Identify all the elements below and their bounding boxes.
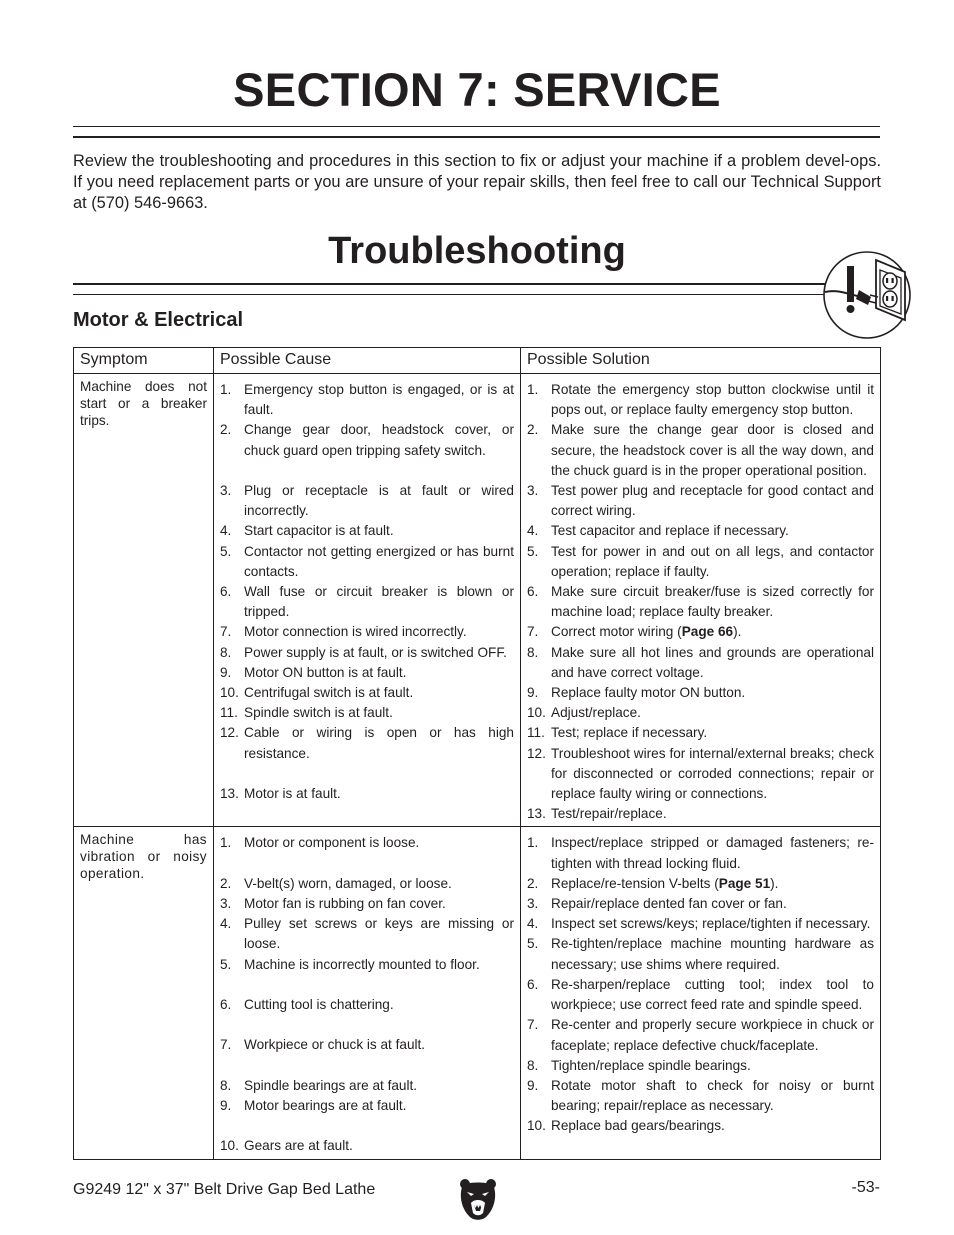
section-title: SECTION 7: SERVICE	[233, 63, 721, 116]
list-item: 10. Adjust/replace.	[527, 705, 641, 721]
cause-cell	[214, 827, 521, 1159]
column-header-symptom: Symptom	[74, 348, 214, 374]
symptom-cell: Machine does not start or a breaker trips.	[74, 374, 214, 827]
list-item: 3. Repair/replace dented fan cover or fan.	[527, 896, 787, 912]
page-reference: Page 51	[718, 875, 771, 891]
list-item: 4. Test capacitor and replace if necessary.	[527, 523, 789, 539]
list-item: 5. Test for power in and out on all legs, and contactor operation; replace if faulty.	[527, 543, 874, 579]
list-item: 10. Centrifugal switch is at fault.	[220, 685, 414, 701]
page-reference: Page 66	[681, 624, 734, 640]
page-number: -53-	[851, 1179, 880, 1196]
column-header-possible-solution: Possible Solution	[521, 348, 881, 374]
list-item: 11. Spindle switch is at fault.	[220, 705, 393, 721]
list-item: 6. Wall fuse or circuit breaker is blown or tripped.	[220, 584, 514, 620]
list-item: 7. Motor connection is wired incorrectly.	[220, 624, 467, 640]
list-item: 5. Re-tighten/replace machine mounting hardware as necessary; use shims where required.	[527, 936, 874, 972]
list-item: 9. Rotate motor shaft to check for noisy or burnt bearing; repair/replace as necessary.	[527, 1077, 874, 1114]
list-item: 10. Gears are at fault.	[220, 1138, 353, 1154]
solution-cell	[521, 827, 881, 1159]
troubleshooting-title: Troubleshooting	[328, 230, 626, 272]
troubleshooting-rule-top	[73, 283, 830, 285]
list-item: 11. Test; replace if necessary.	[527, 725, 708, 741]
troubleshooting-rule-bottom	[73, 294, 830, 295]
list-item: 6. Cutting tool is chattering.	[220, 997, 394, 1013]
table-row	[74, 374, 881, 827]
list-item: 8. Power supply is at fault, or is switched OFF.	[220, 644, 507, 660]
list-item: 7. Re-center and properly secure workpiece in chuck or faceplate; replace defective chuck/faceplate.	[527, 1017, 874, 1053]
list-item: 5. Contactor not getting energized or has burnt contacts.	[220, 543, 514, 579]
list-item: 1. Rotate the emergency stop button clockwise until it pops out, or replace faulty emergency stop button.	[527, 382, 874, 418]
solution-cell	[521, 374, 881, 827]
list-item: 10. Replace bad gears/bearings.	[527, 1118, 725, 1134]
footer-model: G9249 12" x 37" Belt Drive Gap Bed Lathe	[73, 1181, 376, 1198]
list-item: 2. Make sure the change gear door is closed and secure, the headstock cover is all the way down, and the chuck guard is in the proper operational position.	[527, 422, 874, 478]
list-item: 1. Motor or component is loose.	[220, 835, 420, 851]
list-item: 12. Cable or wiring is open or has high resistance.	[220, 725, 514, 761]
list-item: 4. Pulley set screws or keys are missing or loose.	[220, 916, 514, 952]
list-item: 1. Inspect/replace stripped or damaged fasteners; re-tighten with thread locking fluid.	[527, 835, 874, 871]
intro-paragraph: Review the troubleshooting and procedures in this section to fix or adjust your machine if a problem devel-ops. If you need replacement parts or you are unsure of your repair skills, then feel free to call our Technical Support at (570) 546-9663.	[73, 152, 881, 212]
list-item: 13. Test/repair/replace.	[527, 806, 667, 822]
list-item: 4. Start capacitor is at fault.	[220, 523, 394, 539]
list-item: 3. Motor fan is rubbing on fan cover.	[220, 896, 446, 912]
list-item: 9. Replace faulty motor ON button.	[527, 685, 746, 701]
title-rule-top	[73, 126, 880, 127]
list-item: 12. Troubleshoot wires for internal/external breaks; check for disconnected or corroded connections; repair or replace faulty wiring or connections.	[527, 745, 874, 802]
motor-electrical-heading: Motor & Electrical	[73, 309, 244, 331]
list-item: 6. Make sure circuit breaker/fuse is sized correctly for machine load; replace faulty breaker.	[527, 584, 874, 620]
list-item: 5. Machine is incorrectly mounted to floor.	[220, 956, 480, 972]
list-item: 4. Inspect set screws/keys; replace/tighten if necessary.	[527, 916, 871, 932]
list-item: 8. Tighten/replace spindle bearings.	[527, 1057, 751, 1073]
list-item: 8. Spindle bearings are at fault.	[220, 1077, 418, 1093]
list-item: 9. Motor ON button is at fault.	[220, 664, 407, 680]
list-item: 7. Correct motor wiring (Page 66).	[527, 624, 742, 640]
list-item: 1. Emergency stop button is engaged, or is at fault.	[220, 382, 514, 418]
list-item: 2. Change gear door, headstock cover, or chuck guard open tripping safety switch.	[220, 422, 514, 458]
grizzly-bear-logo-icon	[458, 1177, 498, 1223]
table-header-row	[74, 348, 881, 374]
list-item: 3. Plug or receptacle is at fault or wired incorrectly.	[220, 483, 514, 519]
warning-electrical-plug-icon	[823, 250, 913, 340]
title-rule-bottom	[73, 136, 880, 138]
list-item: 6. Re-sharpen/replace cutting tool; index tool to workpiece; use correct feed rate and spindle speed.	[527, 976, 874, 1013]
list-item: 13. Motor is at fault.	[220, 786, 341, 802]
symptom-cell: Machine has vibration or noisy operation.	[74, 827, 214, 1159]
column-header-possible-cause: Possible Cause	[214, 348, 521, 374]
list-item: 2. Replace/re-tension V-belts (Page 51).	[527, 875, 779, 891]
list-item: 9. Motor bearings are at fault.	[220, 1098, 407, 1114]
list-item: 8. Make sure all hot lines and grounds are operational and have correct voltage.	[527, 644, 874, 680]
list-item: 2. V-belt(s) worn, damaged, or loose.	[220, 875, 452, 891]
cause-cell	[214, 374, 521, 827]
table-row	[74, 827, 881, 1159]
troubleshooting-table	[73, 347, 881, 1160]
list-item: 3. Test power plug and receptacle for good contact and correct wiring.	[527, 483, 874, 519]
list-item: 7. Workpiece or chuck is at fault.	[220, 1037, 426, 1053]
